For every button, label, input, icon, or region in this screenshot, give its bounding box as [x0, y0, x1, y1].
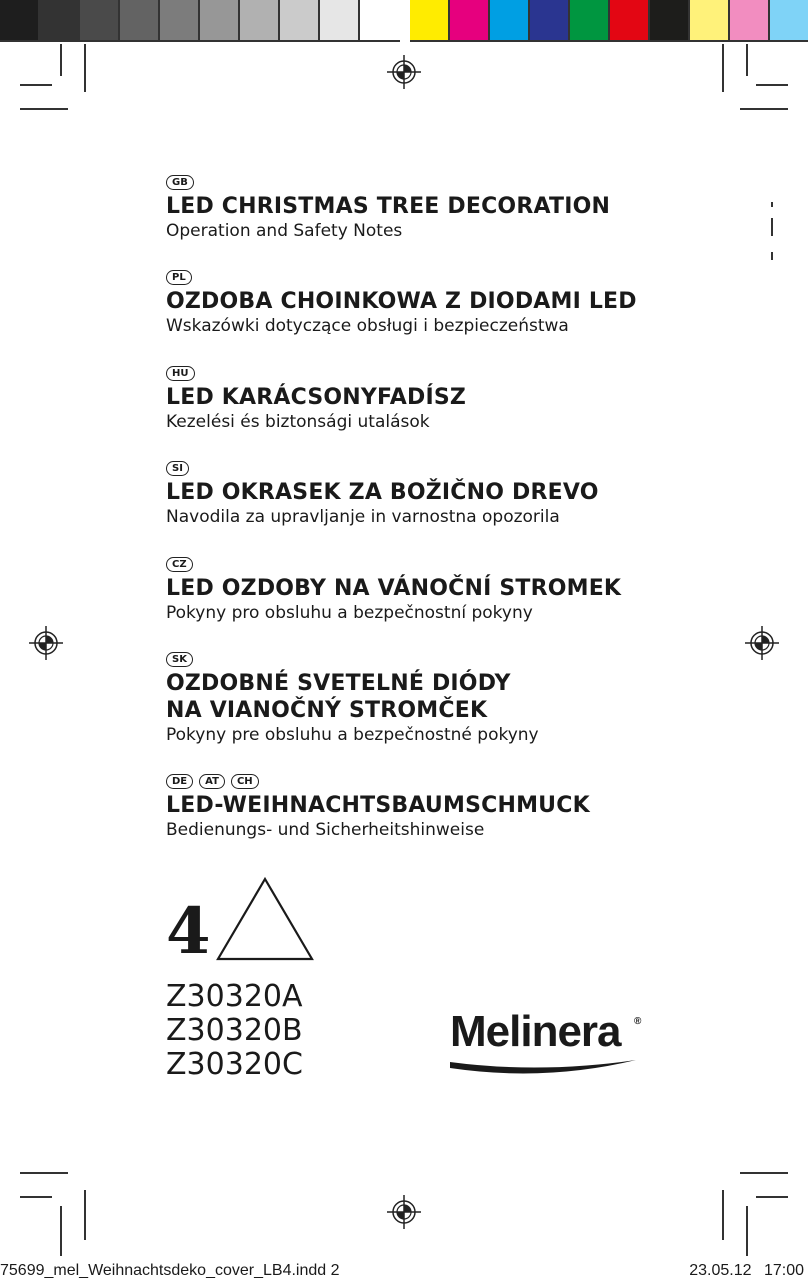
crop-mark	[60, 1206, 62, 1256]
crop-mark	[756, 1196, 788, 1198]
language-badge: CH	[231, 774, 259, 789]
color-swatch	[280, 0, 320, 42]
section-title: LED-WEIHNACHTSBAUMSCHMUCK	[166, 793, 590, 818]
color-swatch	[40, 0, 80, 42]
footer-date: 23.05.12	[689, 1262, 752, 1279]
color-swatch	[360, 0, 400, 42]
footer-timestamp	[689, 1262, 804, 1280]
section-title: LED OZDOBY NA VÁNOČNÍ STROMEK	[166, 576, 622, 601]
crop-mark	[746, 44, 748, 76]
color-swatch	[0, 0, 40, 42]
language-badge: CZ	[166, 557, 193, 572]
section-title: LED KARÁCSONYFADÍSZ	[166, 385, 467, 410]
section-subtitle: Pokyny pro obsluhu a bezpečnostní pokyny	[166, 603, 533, 623]
crop-mark	[756, 84, 788, 86]
language-badge: GB	[166, 175, 194, 190]
section-title-line1: OZDOBNÉ SVETELNÉ DIÓDY	[166, 671, 511, 696]
section-title: LED OKRASEK ZA BOŽIČNO DREVO	[166, 480, 599, 505]
section-subtitle: Pokyny pre obsluhu a bezpečnostné pokyny	[166, 725, 539, 745]
margin-mark	[771, 218, 773, 236]
color-swatch	[490, 0, 530, 42]
model-number: Z30320B	[166, 1013, 303, 1048]
crop-mark	[722, 1190, 724, 1240]
section-title: OZDOBA CHOINKOWA Z DIODAMI LED	[166, 289, 637, 314]
section-subtitle: Wskazówki dotyczące obsługi i bezpieczeństwa	[166, 316, 569, 336]
crop-mark	[84, 44, 86, 92]
crop-mark	[746, 1206, 748, 1256]
brand-name: Melinera	[450, 1007, 621, 1056]
color-swatch	[200, 0, 240, 42]
section-pl	[166, 268, 766, 337]
section-sk	[166, 650, 766, 746]
color-swatch	[80, 0, 120, 42]
color-swatch	[450, 0, 490, 42]
color-swatch	[730, 0, 770, 42]
crop-mark	[20, 1172, 68, 1174]
footer-time: 17:00	[763, 1262, 804, 1279]
section-si	[166, 459, 766, 528]
crop-mark	[84, 1190, 86, 1240]
crop-mark	[722, 44, 724, 92]
language-badge: SK	[166, 652, 193, 667]
section-title-line2: NA VIANOČNÝ STROMČEK	[166, 698, 488, 723]
language-badge: HU	[166, 366, 195, 381]
swoosh-icon	[450, 1058, 636, 1078]
color-swatch	[570, 0, 610, 42]
language-badge: PL	[166, 270, 192, 285]
process-color-bar	[410, 0, 808, 42]
color-swatch	[610, 0, 650, 42]
color-swatch	[160, 0, 200, 42]
section-subtitle: Navodila za upravljanje in varnostna opozorila	[166, 507, 560, 527]
section-cz	[166, 555, 766, 624]
language-badge: SI	[166, 461, 189, 476]
registration-mark-icon	[387, 1195, 421, 1229]
section-gb	[166, 173, 766, 242]
crop-mark	[60, 44, 62, 76]
crop-mark	[740, 1172, 788, 1174]
color-swatch	[320, 0, 360, 42]
section-title: LED CHRISTMAS TREE DECORATION	[166, 194, 611, 219]
brand-logo	[450, 1007, 642, 1056]
footer-filename: 75699_mel_Weihnachtsdeko_cover_LB4.indd 2	[0, 1262, 340, 1279]
section-subtitle: Operation and Safety Notes	[166, 221, 403, 241]
language-badge: DE	[166, 774, 193, 789]
registered-mark: ®	[634, 1016, 642, 1027]
margin-mark	[771, 202, 773, 207]
color-swatch	[410, 0, 450, 42]
margin-mark	[771, 252, 773, 260]
section-de-at-ch	[166, 772, 766, 841]
section-subtitle: Bedienungs- und Sicherheitshinweise	[166, 820, 485, 840]
registration-mark-icon	[29, 626, 63, 660]
color-swatch	[120, 0, 160, 42]
color-swatch	[770, 0, 808, 42]
color-swatch	[530, 0, 570, 42]
color-swatch	[650, 0, 690, 42]
crop-mark	[740, 108, 788, 110]
color-swatch	[240, 0, 280, 42]
warning-number: 4	[166, 894, 211, 969]
model-numbers	[166, 980, 303, 1082]
crop-mark	[20, 1196, 52, 1198]
section-subtitle: Kezelési és biztonsági utalások	[166, 412, 430, 432]
crop-mark	[20, 108, 68, 110]
language-badge: AT	[199, 774, 225, 789]
model-number: Z30320A	[166, 979, 303, 1014]
registration-mark-icon	[387, 55, 421, 89]
model-number: Z30320C	[166, 1047, 303, 1082]
grayscale-color-bar	[0, 0, 400, 42]
warning-triangle-icon	[215, 876, 315, 962]
section-hu	[166, 364, 766, 433]
crop-mark	[20, 84, 52, 86]
color-swatch	[690, 0, 730, 42]
